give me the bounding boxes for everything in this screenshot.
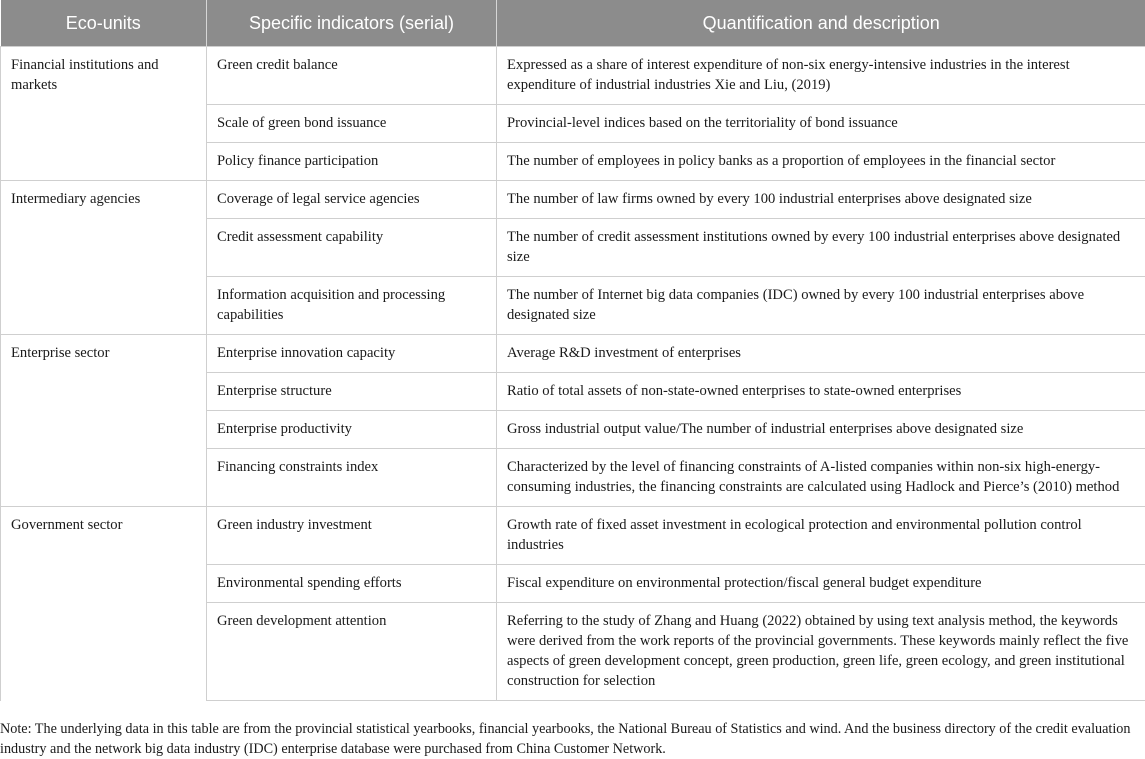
table-note: Note: The underlying data in this table are from the provincial statistical yearbooks, financial yearbooks, the National Bureau of Statistics and wind. And the business directory of the credit evaluation industry and the network big data industry (IDC) enterprise database were purchased from China Customer Network. [0, 719, 1140, 759]
table-header [1, 0, 1145, 47]
indicator-cell: Green credit balance [207, 47, 497, 105]
eco-unit-cell: Intermediary agencies [1, 181, 207, 335]
header-specific-indicators: Specific indicators (serial) [207, 0, 497, 47]
table-row [1, 507, 1145, 565]
header-quantification: Quantification and description [497, 0, 1145, 47]
indicator-cell: Green development attention [207, 603, 497, 701]
description-cell: Referring to the study of Zhang and Huang (2022) obtained by using text analysis method, the keywords were derived from the work reports of the provincial governments. These keywords mainly reflect the five aspects of green development concept, green production, green life, green ecology, and green institutional construction for selection [497, 603, 1145, 701]
description-cell: Fiscal expenditure on environmental protection/fiscal general budget expenditure [497, 565, 1145, 603]
indicator-cell: Enterprise structure [207, 373, 497, 411]
description-cell: Ratio of total assets of non-state-owned enterprises to state-owned enterprises [497, 373, 1145, 411]
description-cell: The number of credit assessment institutions owned by every 100 industrial enterprises above designated size [497, 219, 1145, 277]
description-cell: Provincial-level indices based on the territoriality of bond issuance [497, 105, 1145, 143]
description-cell: The number of employees in policy banks as a proportion of employees in the financial sector [497, 143, 1145, 181]
table-row [1, 47, 1145, 105]
description-cell: The number of Internet big data companies (IDC) owned by every 100 industrial enterprises above designated size [497, 277, 1145, 335]
indicator-cell: Enterprise productivity [207, 411, 497, 449]
indicator-cell: Green industry investment [207, 507, 497, 565]
indicator-cell: Credit assessment capability [207, 219, 497, 277]
description-cell: Expressed as a share of interest expenditure of non-six energy-intensive industries in the interest expenditure of industrial industries Xie and Liu, (2019) [497, 47, 1145, 105]
eco-unit-cell: Financial institutions and markets [1, 47, 207, 181]
indicator-cell: Environmental spending efforts [207, 565, 497, 603]
indicator-cell: Coverage of legal service agencies [207, 181, 497, 219]
table-body [1, 47, 1145, 701]
description-cell: Gross industrial output value/The number of industrial enterprises above designated size [497, 411, 1145, 449]
table-row [1, 335, 1145, 373]
header-eco-units: Eco-units [1, 0, 207, 47]
description-cell: Growth rate of fixed asset investment in ecological protection and environmental pollution control industries [497, 507, 1145, 565]
table-row [1, 181, 1145, 219]
eco-unit-cell: Government sector [1, 507, 207, 701]
indicator-cell: Information acquisition and processing capabilities [207, 277, 497, 335]
indicator-cell: Scale of green bond issuance [207, 105, 497, 143]
description-cell: The number of law firms owned by every 100 industrial enterprises above designated size [497, 181, 1145, 219]
eco-unit-cell: Enterprise sector [1, 335, 207, 507]
description-cell: Characterized by the level of financing constraints of A-listed companies within non-six high-energy-consuming industries, the financing constraints are calculated using Hadlock and Pierce’s (2010) method [497, 449, 1145, 507]
description-cell: Average R&D investment of enterprises [497, 335, 1145, 373]
indicator-cell: Policy finance participation [207, 143, 497, 181]
indicator-cell: Financing constraints index [207, 449, 497, 507]
indicator-cell: Enterprise innovation capacity [207, 335, 497, 373]
